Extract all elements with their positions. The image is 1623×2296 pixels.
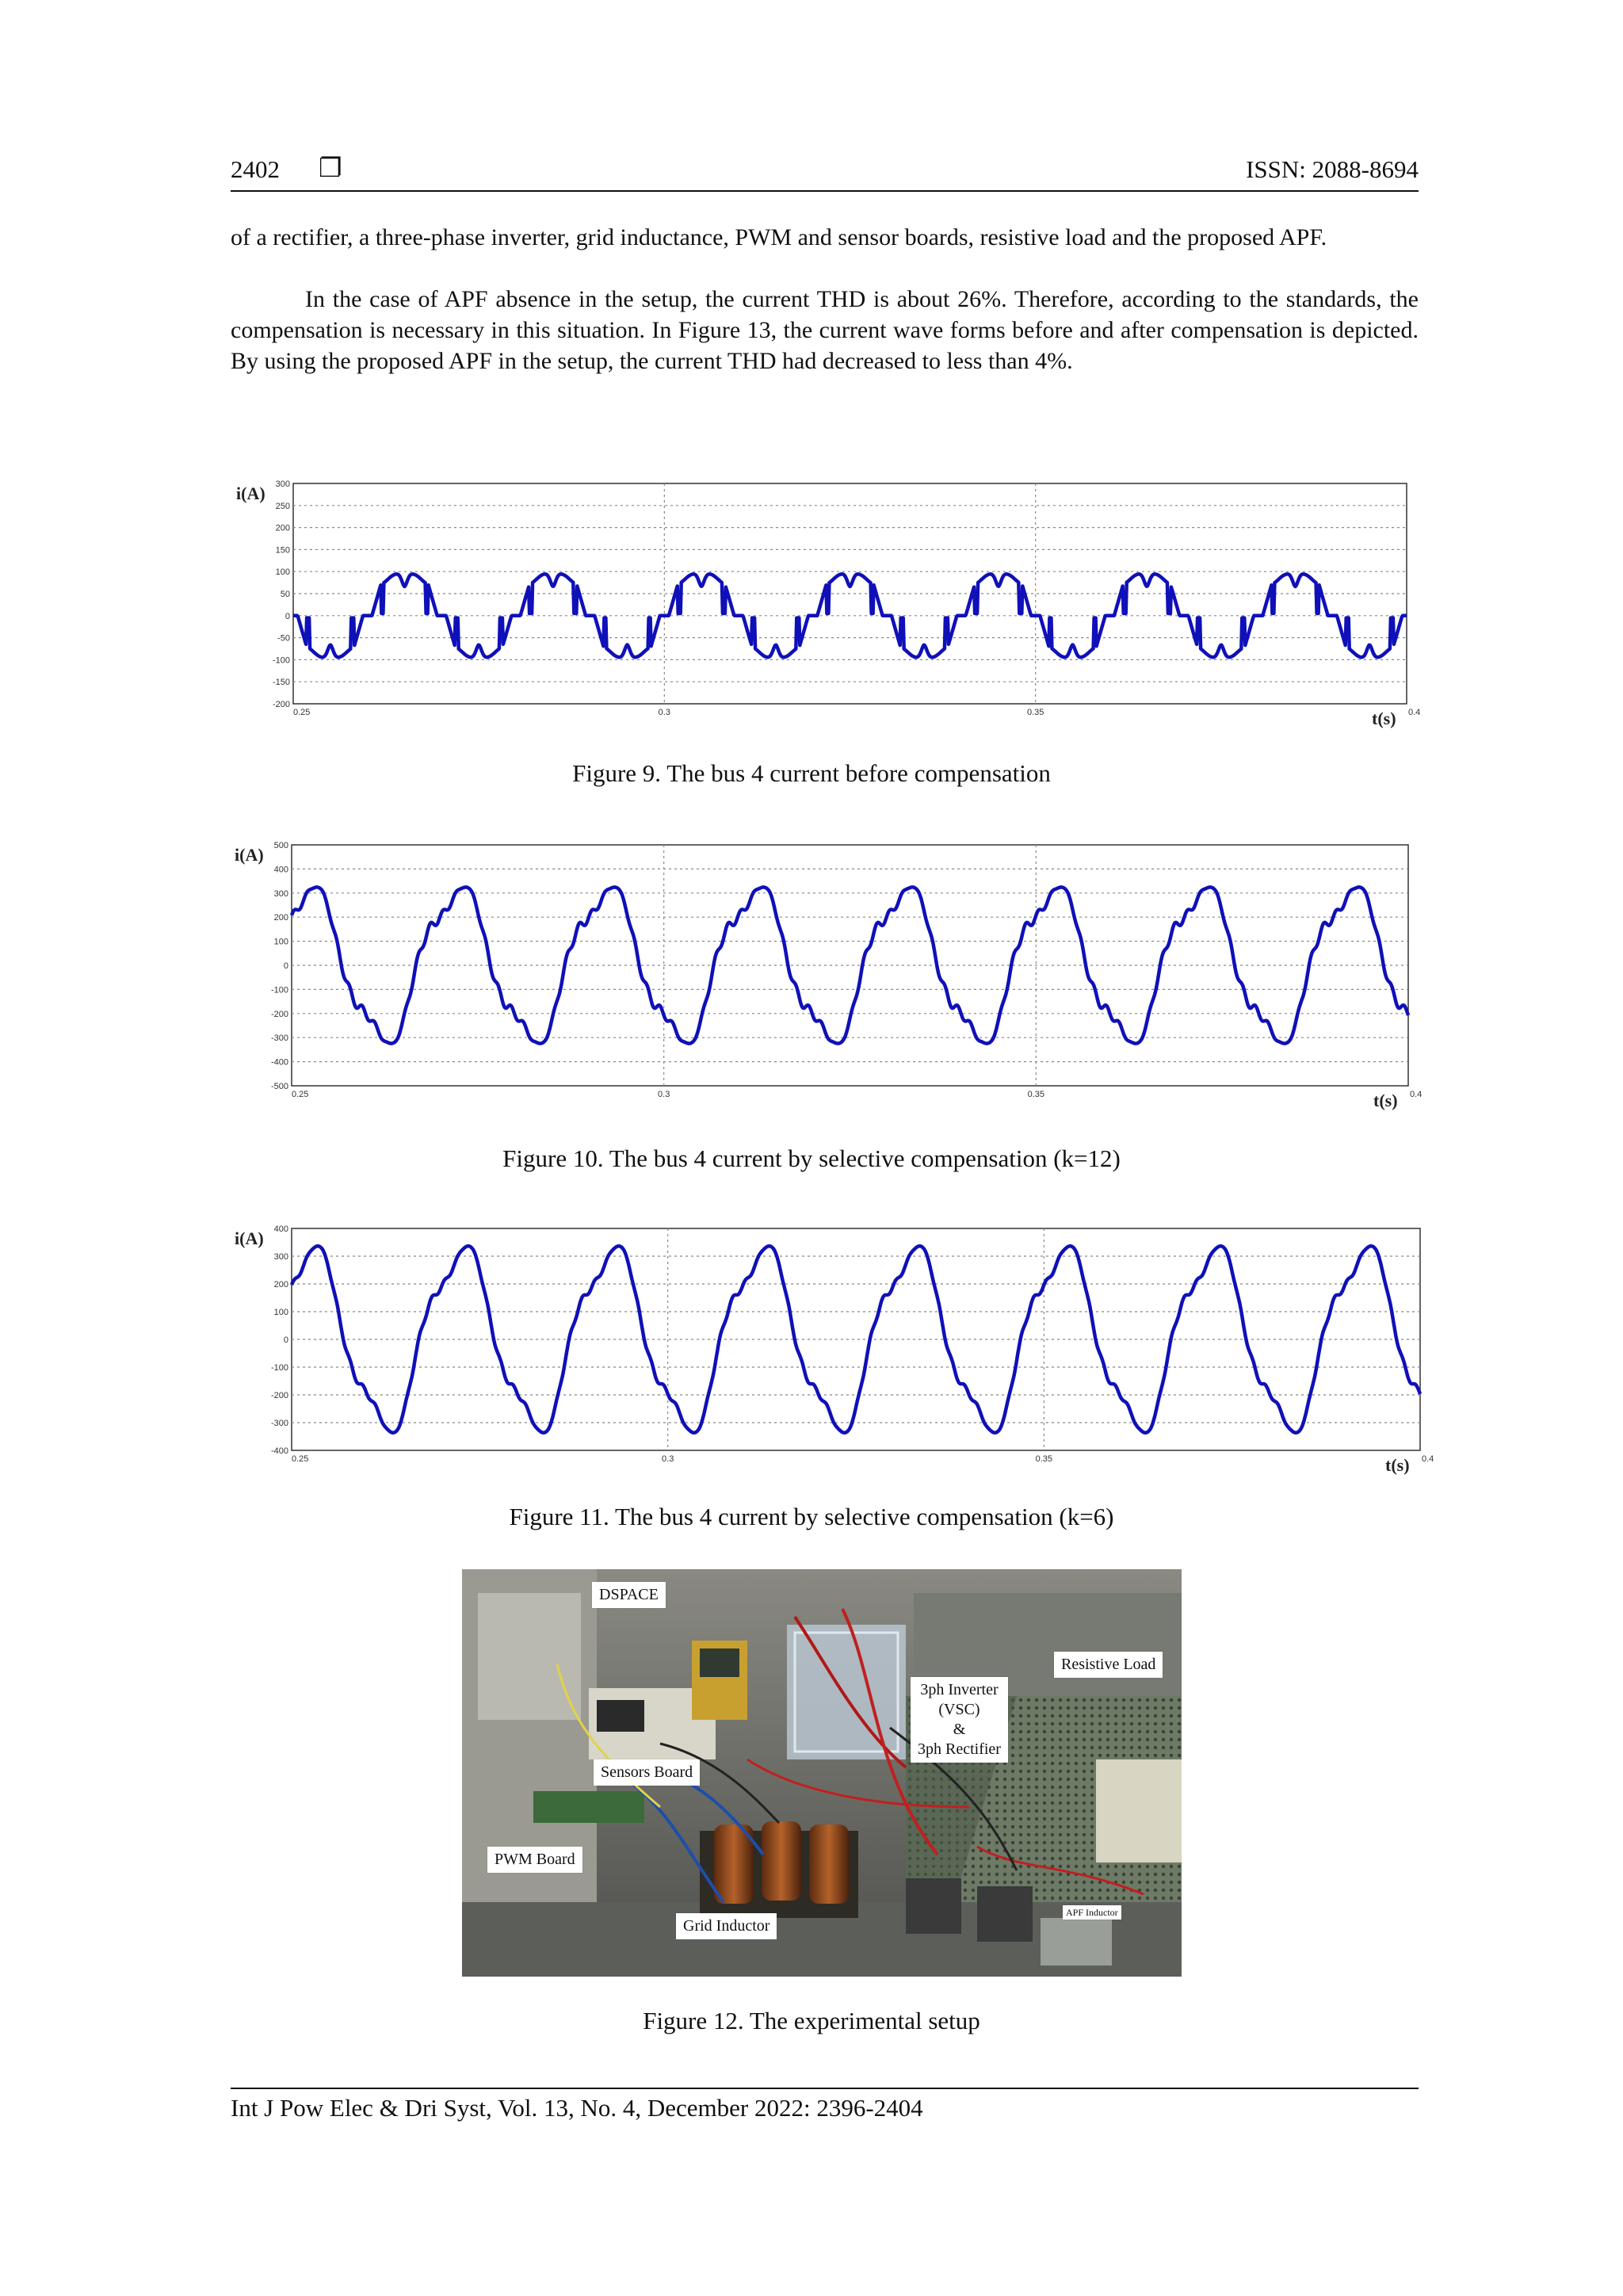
checkbox-icon: ❐: [319, 155, 342, 183]
y-tick-label: -200: [270, 1391, 288, 1400]
y-axis-label: i(A): [236, 483, 265, 503]
y-tick-label: -300: [270, 1033, 288, 1044]
footer-citation: Int J Pow Elec & Dri Syst, Vol. 13, No. 4, December 2022: 2396-2404: [231, 2094, 923, 2122]
x-tick-label: 0.3: [662, 1454, 674, 1464]
paragraph-2: In the case of APF absence in the setup, the current THD is about 26%. Therefore, according to the standards, the compensation is necessary in this situation. In Figure 13, the current wave forms before and after compensation is depicted. By using the proposed APF in the setup, the current THD had decreased to less than 4%.: [231, 286, 1419, 374]
x-tick-label: 0.4: [1422, 1454, 1434, 1464]
x-tick-label: 0.35: [1035, 1454, 1053, 1464]
plot-frame: [292, 1228, 1420, 1450]
x-axis-label: t(s): [1373, 1091, 1398, 1110]
y-tick-label: -500: [270, 1082, 288, 1091]
x-tick-label: 0.25: [292, 1454, 309, 1464]
label-grid-inductor: Grid Inductor: [676, 1913, 777, 1939]
y-tick-label: 300: [273, 888, 288, 899]
label-dspace: DSPACE: [592, 1582, 666, 1608]
y-tick-label: -100: [270, 1363, 288, 1373]
x-tick-label: 0.35: [1027, 1090, 1045, 1099]
figure-10-chart: [222, 834, 1426, 1108]
y-tick-label: 300: [275, 479, 290, 489]
y-tick-label: 0: [283, 1335, 288, 1345]
y-tick-label: 50: [280, 590, 290, 599]
x-tick-label: 0.35: [1026, 708, 1044, 717]
y-tick-label: 250: [275, 501, 290, 511]
y-tick-label: -400: [270, 1057, 288, 1068]
y-tick-label: 200: [275, 523, 290, 533]
y-tick-label: -200: [272, 700, 290, 709]
footer-rule: [231, 2088, 1419, 2089]
y-tick-label: -100: [272, 655, 290, 666]
figure-10-caption: Figure 10. The bus 4 current by selective compensation (k=12): [502, 1144, 1121, 1172]
x-tick-label: 0.3: [658, 708, 670, 717]
figure-9-caption: Figure 9. The bus 4 current before compensation: [572, 759, 1051, 787]
x-axis-label: t(s): [1372, 709, 1396, 728]
x-tick-label: 0.25: [293, 708, 311, 717]
y-tick-label: 200: [273, 913, 288, 923]
y-tick-label: 100: [273, 937, 288, 947]
paragraph-1: of a rectifier, a three-phase inverter, grid inductance, PWM and sensor boards, resistive load and the proposed APF.: [231, 224, 1327, 250]
label-sensors-board: Sensors Board: [594, 1759, 700, 1786]
label-inverter-rectifier: 3ph Inverter (VSC) & 3ph Rectifier: [911, 1677, 1008, 1763]
y-tick-label: 300: [273, 1252, 288, 1262]
x-tick-label: 0.4: [1410, 1090, 1423, 1099]
figure-9-chart: [222, 474, 1426, 728]
y-tick-label: -50: [277, 633, 290, 644]
y-tick-label: 100: [275, 567, 290, 578]
y-tick-label: 150: [275, 545, 290, 556]
x-tick-label: 0.25: [292, 1090, 309, 1099]
x-axis-label: t(s): [1385, 1455, 1410, 1475]
y-tick-label: 400: [273, 1224, 288, 1234]
y-tick-label: -200: [270, 1009, 288, 1019]
header-rule: [231, 190, 1419, 192]
y-tick-label: -100: [270, 985, 288, 995]
issn: ISSN: 2088-8694: [1246, 155, 1419, 183]
y-tick-label: 0: [283, 961, 288, 971]
figure-11-caption: Figure 11. The bus 4 current by selective compensation (k=6): [509, 1503, 1114, 1530]
y-tick-label: 100: [273, 1308, 288, 1317]
y-tick-label: -150: [272, 678, 290, 688]
figure-12-caption: Figure 12. The experimental setup: [643, 2007, 980, 2034]
y-tick-label: -400: [270, 1446, 288, 1456]
experimental-setup-photo: [462, 1569, 1182, 1977]
y-tick-label: 500: [273, 841, 288, 850]
y-tick-label: 400: [273, 865, 288, 875]
figure-11-chart: [222, 1219, 1434, 1473]
y-tick-label: 0: [285, 611, 290, 621]
page-number: 2402: [231, 155, 280, 183]
y-axis-label: i(A): [235, 845, 264, 865]
label-pwm-board: PWM Board: [487, 1847, 582, 1873]
label-resistive-load: Resistive Load: [1054, 1652, 1163, 1678]
y-tick-label: -300: [270, 1419, 288, 1428]
x-tick-label: 0.3: [658, 1090, 670, 1099]
y-tick-label: 200: [273, 1280, 288, 1289]
x-tick-label: 0.4: [1408, 708, 1421, 717]
label-apf-inductor: APF Inductor: [1063, 1905, 1121, 1920]
y-axis-label: i(A): [235, 1228, 264, 1248]
